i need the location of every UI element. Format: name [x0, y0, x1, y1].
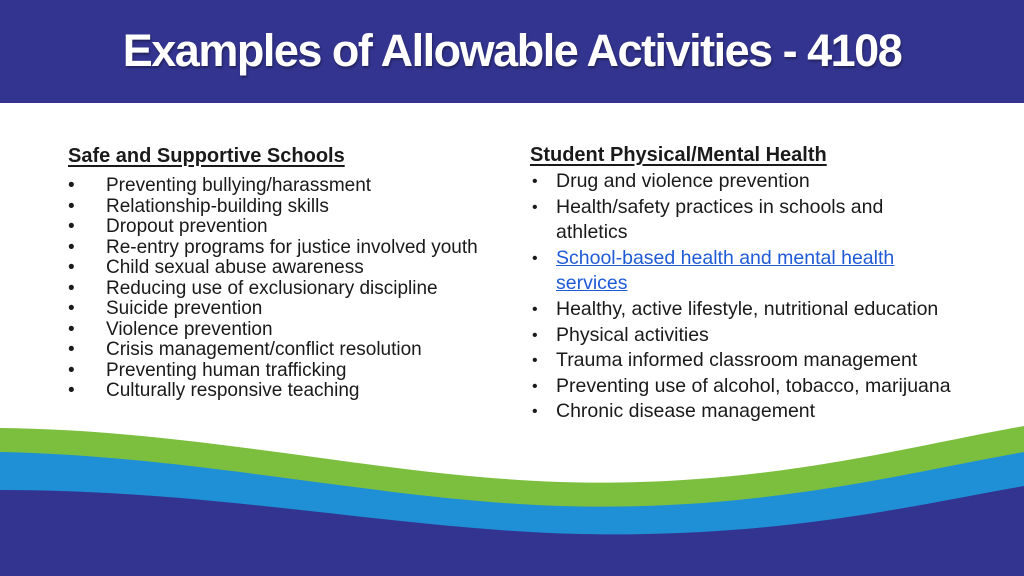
- bullet-icon: •: [532, 326, 538, 344]
- bullet-icon: •: [532, 173, 538, 190]
- list-item: • Preventing bullying/harassment: [68, 175, 372, 196]
- bullet-icon: •: [68, 298, 75, 319]
- bullet-icon: •: [68, 195, 75, 217]
- bullet-icon: •: [532, 377, 538, 395]
- right-heading: Student Physical/Mental Health: [530, 144, 827, 166]
- list-item: • Re-entry programs for justice involved youth: [68, 236, 478, 258]
- list-item: • Child sexual abuse awareness: [68, 257, 364, 278]
- list-item: • Culturally responsive teaching: [68, 380, 360, 401]
- list-item: • Relationship-building skills: [68, 195, 329, 217]
- slide-title: Examples of Allowable Activities - 4108: [122, 24, 902, 76]
- bullet-icon: •: [532, 198, 538, 216]
- bullet-icon: •: [68, 339, 75, 360]
- left-heading: Safe and Supportive Schools: [68, 145, 345, 167]
- school-based-health-link[interactable]: School-based health and mental health services: [556, 246, 895, 295]
- bullet-icon: •: [68, 359, 75, 381]
- list-item: • Suicide prevention: [68, 298, 263, 319]
- bullet-icon: •: [68, 277, 75, 299]
- list-item: • Preventing use of alcohol, tobacco, marijuana: [530, 374, 1000, 400]
- bullet-icon: •: [532, 403, 538, 421]
- list-item: • Crisis management/conflict resolution: [68, 339, 422, 360]
- list-item: • Violence prevention: [68, 318, 273, 340]
- bullet-icon: •: [532, 300, 538, 318]
- list-item: • Health/safety practices in schools and athletics: [532, 195, 884, 244]
- bullet-icon: •: [68, 380, 75, 401]
- bullet-icon: •: [68, 318, 75, 340]
- list-item: • Trauma informed classroom management: [530, 348, 1000, 374]
- bullet-icon: •: [68, 216, 75, 237]
- bullet-icon: •: [68, 236, 75, 258]
- bullet-icon: •: [532, 352, 538, 370]
- list-item: • Chronic disease management: [530, 399, 1000, 425]
- list-item: • Physical activities: [530, 323, 1000, 349]
- bullet-icon: •: [532, 249, 538, 267]
- list-item: • Drug and violence prevention: [530, 169, 1000, 195]
- list-item: • Healthy, active lifestyle, nutritional education: [530, 297, 1000, 323]
- bullet-icon: •: [68, 257, 75, 278]
- list-item: • Reducing use of exclusionary discipline: [68, 277, 438, 299]
- bullet-icon: •: [68, 175, 75, 196]
- list-item: • Dropout prevention: [68, 216, 268, 237]
- list-item: • Preventing human trafficking: [68, 359, 347, 381]
